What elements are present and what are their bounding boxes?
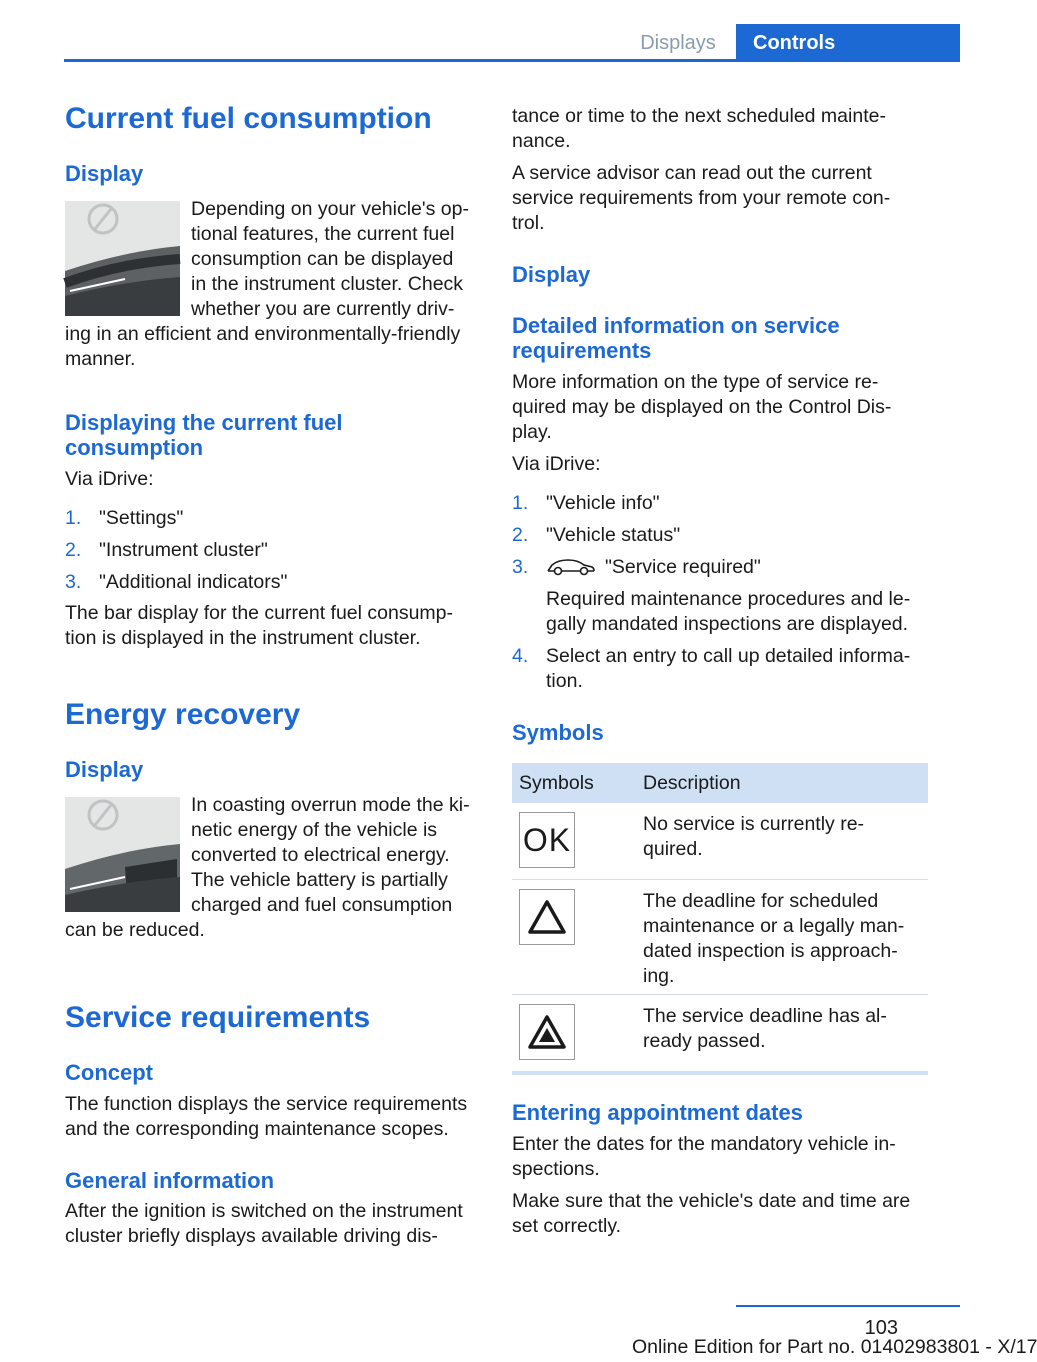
fuel-display-line-2: tional features, the current fuel [191,223,455,245]
table-bottom-rule [512,1071,928,1075]
fuel-gauge-image [65,201,180,316]
more-info-line-1: More information on the type of service re‐ [512,371,879,393]
table-header [512,763,928,803]
fuel-via-idrive: Via iDrive: [65,468,154,490]
symbols-heading: Symbols [512,720,604,745]
header-rule [64,59,960,62]
advisor-line-3: trol. [512,212,545,234]
energy-line-5: charged and fuel consumption [191,894,453,916]
list-item: 3. "Additional indicators" [65,571,288,593]
service-requirements-title: Service requirements [65,1001,371,1034]
fuel-steps-list [65,506,287,602]
energy-recovery-title: Energy recovery [65,698,301,731]
energy-gauge-image [65,797,180,912]
table-cell-description: The deadline for scheduled maintenance or a legally man‐ dated inspection is approach‐ ing. [643,890,905,987]
datetime-line-2: set correctly. [512,1215,622,1237]
fuel-sub-heading: Displaying the current fuel consumption [65,410,343,460]
service-via-idrive: Via iDrive: [512,453,601,475]
vehicle-service-icon [546,557,596,584]
edition-footer: Online Edition for Part no. 01402983801 - X/17 [632,1336,1037,1358]
general-info-heading: General information [65,1168,275,1193]
tab-controls[interactable]: Controls [736,24,960,62]
tab-displays[interactable]: Displays [640,31,716,54]
list-item: 1. "Settings" [65,507,184,529]
concept-line-2: and the corresponding maintenance scopes. [65,1118,449,1140]
ok-icon: OK [519,812,575,868]
advisor-line-1: A service advisor can read out the current [512,162,872,184]
concept-heading: Concept [65,1060,153,1085]
warning-triangle-icon [519,889,575,945]
cont-line-2: nance. [512,130,571,152]
service-display-heading: Display [512,262,591,287]
overdue-triangle-icon [519,1004,575,1060]
fuel-consumption-title: Current fuel consumption [65,102,432,135]
energy-line-6: can be reduced. [65,919,205,941]
table-cell-description: The service deadline has al‐ ready passed. [643,1005,887,1052]
fuel-display-heading: Display [65,161,144,186]
energy-line-3: converted to electrical energy. [191,844,450,866]
energy-line-2: netic energy of the vehicle is [191,819,438,841]
appointment-line-2: spections. [512,1158,600,1180]
table-row [512,880,928,995]
detailed-info-heading: Detailed information on service requirements [512,313,840,363]
fuel-display-line-5: whether you are currently driv‐ [191,298,455,320]
energy-line-1: In coasting overrun mode the ki‐ [191,794,470,816]
fuel-bar-line-1: The bar display for the current fuel consump‐ [65,602,454,624]
symbols-table [512,763,928,1071]
general-line-2: cluster briefly displays available driving dis‐ [65,1225,438,1247]
table-cell-description: No service is currently re‐ quired. [643,813,865,860]
fuel-bar-line-2: tion is displayed in the instrument cluster. [65,627,421,649]
col-symbols-header: Symbols [519,771,594,794]
more-info-line-3: play. [512,421,552,443]
fuel-display-line-4: in the instrument cluster. Check [191,273,464,295]
concept-line-1: The function displays the service requirements [65,1093,468,1115]
fuel-display-line-7: manner. [65,348,136,370]
fuel-display-line-3: consumption can be displayed [191,248,454,270]
appointment-line-1: Enter the dates for the mandatory vehicle in‐ [512,1133,896,1155]
advisor-line-2: service requirements from your remote con‐ [512,187,891,209]
step-4-line-2: tion. [546,670,583,692]
more-info-line-2: quired may be displayed on the Control Dis‐ [512,396,892,418]
energy-line-4: The vehicle battery is partially [191,869,448,891]
cont-line-1: tance or time to the next scheduled mainte‐ [512,105,886,127]
appointment-heading: Entering appointment dates [512,1100,803,1125]
footer-rule [736,1305,960,1307]
table-row [512,995,928,1071]
fuel-display-line-6: ing in an efficient and environmentally-friendly [65,323,461,345]
table-row [512,803,928,880]
energy-display-heading: Display [65,757,144,782]
general-line-1: After the ignition is switched on the instrument [65,1200,463,1222]
step-3-detail-line-1: Required maintenance procedures and le‐ [546,588,911,610]
list-item: 2. "Instrument cluster" [65,539,268,561]
page-number: 103 [864,1317,898,1339]
datetime-line-1: Make sure that the vehicle's date and time are [512,1190,911,1212]
step-3-detail-line-2: gally mandated inspections are displayed. [546,613,909,635]
fuel-display-line-1: Depending on your vehicle's op‐ [191,198,469,220]
col-description-header: Description [643,771,741,794]
